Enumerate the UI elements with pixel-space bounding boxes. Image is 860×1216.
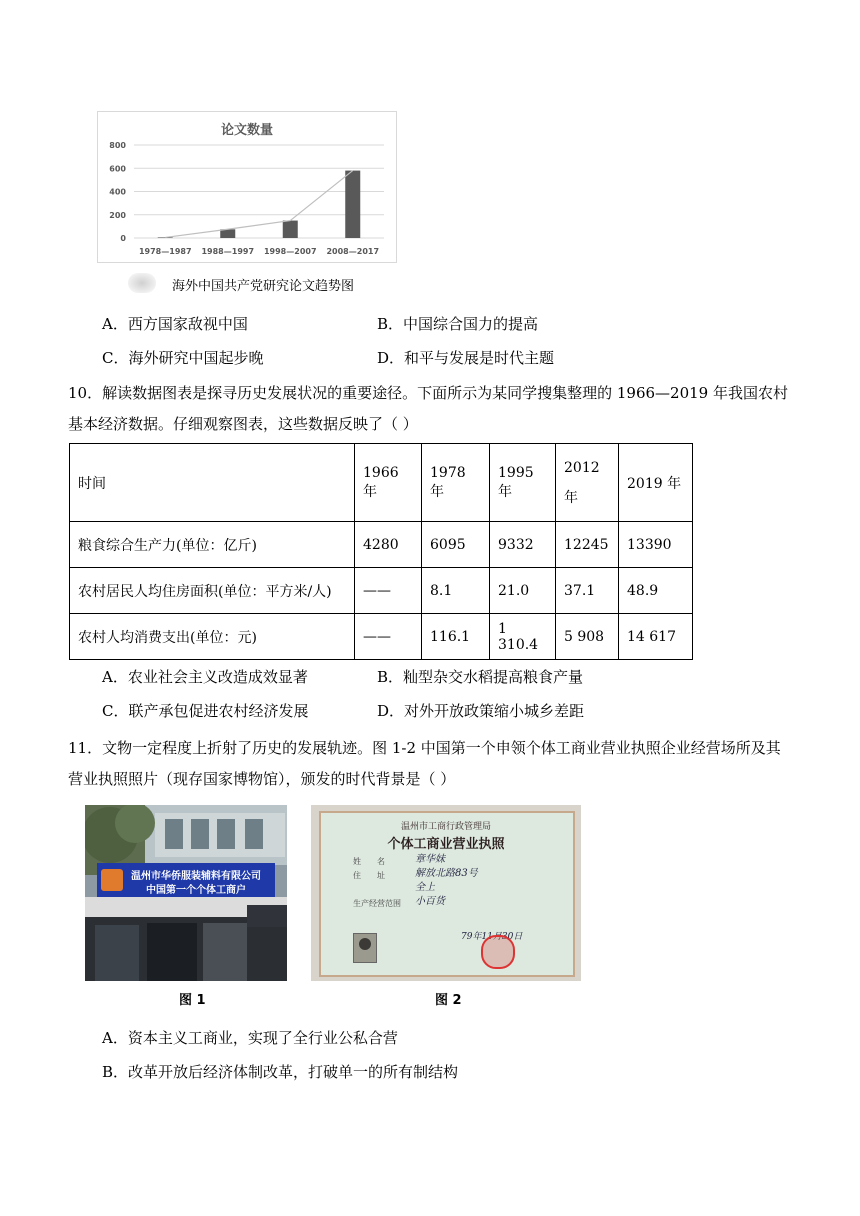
fig1-label: 图 1 xyxy=(179,993,206,1008)
business-license-photo xyxy=(311,805,581,981)
table-header-cell xyxy=(556,444,619,522)
table-cell: 5 908 xyxy=(556,614,619,660)
sign-first-business: 中国第一个个体工商户 xyxy=(146,885,246,896)
bar xyxy=(283,221,298,238)
table-cell: 13390 xyxy=(619,522,693,568)
field-label-text: 住 xyxy=(353,871,361,880)
storefront-photo xyxy=(85,805,287,981)
x-tick-label: 1978—1987 xyxy=(138,247,192,256)
field-value-address: 解放北路83号 xyxy=(415,868,478,879)
trend-line xyxy=(165,171,353,238)
license-portrait xyxy=(353,933,377,963)
license-field-values xyxy=(415,853,478,909)
license-title: 个体工商业营业执照 xyxy=(387,837,505,852)
table-cell: 农村人均消费支出(单位：元) xyxy=(70,614,355,660)
table-header-row xyxy=(70,444,693,522)
x-tick-label: 2008—2017 xyxy=(326,247,380,256)
bar xyxy=(158,237,173,238)
q10-stem-line1: 10．解读数据图表是探寻历史发展状况的重要途径。下面所示为某同学搜集整理的 1966—2019 年我国农村 xyxy=(68,384,788,402)
q11-option-b: B．改革开放后经济体制改革，打破单一的所有制结构 xyxy=(102,1063,459,1081)
table-row xyxy=(70,568,693,614)
x-tick-label: 1998—2007 xyxy=(263,247,317,256)
field-label-name xyxy=(353,855,401,869)
table-cell: 116.1 xyxy=(422,614,490,660)
y-tick-label: 400 xyxy=(109,187,126,197)
y-tick-label: 800 xyxy=(109,141,126,150)
field-value-scope: 小百货 xyxy=(415,896,445,907)
x-tick-label: 1988—1997 xyxy=(201,247,255,256)
q10-option-d: D．对外开放政策缩小城乡差距 xyxy=(377,702,585,720)
field-label-text: 生产经营范围 xyxy=(353,899,401,908)
q9-option-d: D．和平与发展是时代主题 xyxy=(377,349,555,367)
portrait-head xyxy=(359,938,371,950)
field-value-name: 章华妹 xyxy=(415,854,445,865)
field-label-address xyxy=(353,869,401,883)
table-cell: 1 310.4 xyxy=(490,614,556,660)
chart-caption: 海外中国共产党研究论文趋势图 xyxy=(172,279,355,294)
blurred-logo xyxy=(128,273,156,293)
table-header-cell: 1995 年 xyxy=(490,444,556,522)
q9-option-c: C．海外研究中国起步晚 xyxy=(102,349,264,367)
table-cell: 9332 xyxy=(490,522,556,568)
bar xyxy=(220,229,235,238)
table-cell: 14 617 xyxy=(619,614,693,660)
paper-count-chart xyxy=(97,111,397,263)
q10-option-c: C．联产承包促进农村经济发展 xyxy=(102,702,309,720)
field-label-text: 姓 xyxy=(353,857,361,866)
q11-stem-line1: 11．文物一定程度上折射了历史的发展轨迹。图 1-2 中国第一个申领个体工商业营业执照企业经营场所及其 xyxy=(68,739,781,757)
q10-stem-line2: 基本经济数据。仔细观察图表，这些数据反映了（ ） xyxy=(68,415,418,433)
table-cell: —— xyxy=(355,568,422,614)
field-value-same: 全上 xyxy=(415,882,435,893)
license-org: 温州市工商行政管理局 xyxy=(400,822,491,832)
field-value-date: 79年11月30日 xyxy=(461,932,523,942)
table-cell: 48.9 xyxy=(619,568,693,614)
fig2-label: 图 2 xyxy=(435,993,462,1008)
y-tick-label: 600 xyxy=(109,164,126,174)
table-cell: 农村居民人均住房面积(单位：平方米/人) xyxy=(70,568,355,614)
table-cell: 37.1 xyxy=(556,568,619,614)
chart-title: 论文数量 xyxy=(220,123,274,138)
table-cell: 21.0 xyxy=(490,568,556,614)
field-label-blank xyxy=(353,883,401,897)
chart-svg xyxy=(98,112,396,262)
field-label-text: 址 xyxy=(377,871,385,880)
table-cell: 4280 xyxy=(355,522,422,568)
license-field-labels xyxy=(353,855,401,911)
sign-company-name: 温州市华侨服装辅料有限公司 xyxy=(131,871,261,882)
q10-option-a: A．农业社会主义改造成效显著 xyxy=(102,668,308,686)
y-tick-label: 0 xyxy=(120,234,126,243)
q11-option-a: A．资本主义工商业，实现了全行业公私合营 xyxy=(102,1029,398,1047)
table-header-cell: 2019 年 xyxy=(619,444,693,522)
table-header-cell: 1966 年 xyxy=(355,444,422,522)
official-seal-icon xyxy=(481,935,515,969)
bar xyxy=(345,171,360,238)
table-header-cell-text: 2012 年 xyxy=(564,459,600,506)
table-header-cell: 时间 xyxy=(70,444,355,522)
q10-option-b: B．籼型杂交水稻提高粮食产量 xyxy=(377,668,584,686)
table-cell: 6095 xyxy=(422,522,490,568)
field-label-scope xyxy=(353,897,401,911)
y-tick-label: 200 xyxy=(109,210,126,220)
rural-economy-table xyxy=(69,443,693,660)
q9-option-a: A．西方国家敌视中国 xyxy=(102,315,248,333)
table-header-cell: 1978 年 xyxy=(422,444,490,522)
field-label-text: 名 xyxy=(377,857,385,866)
table-cell: 粮食综合生产力(单位：亿斤) xyxy=(70,522,355,568)
q9-option-b: B．中国综合国力的提高 xyxy=(377,315,539,333)
table-cell: 8.1 xyxy=(422,568,490,614)
table-cell: —— xyxy=(355,614,422,660)
table-cell: 12245 xyxy=(556,522,619,568)
table-row xyxy=(70,522,693,568)
table-row xyxy=(70,614,693,660)
q11-stem-line2: 营业执照照片（现存国家博物馆），颁发的时代背景是（ ） xyxy=(68,770,456,788)
